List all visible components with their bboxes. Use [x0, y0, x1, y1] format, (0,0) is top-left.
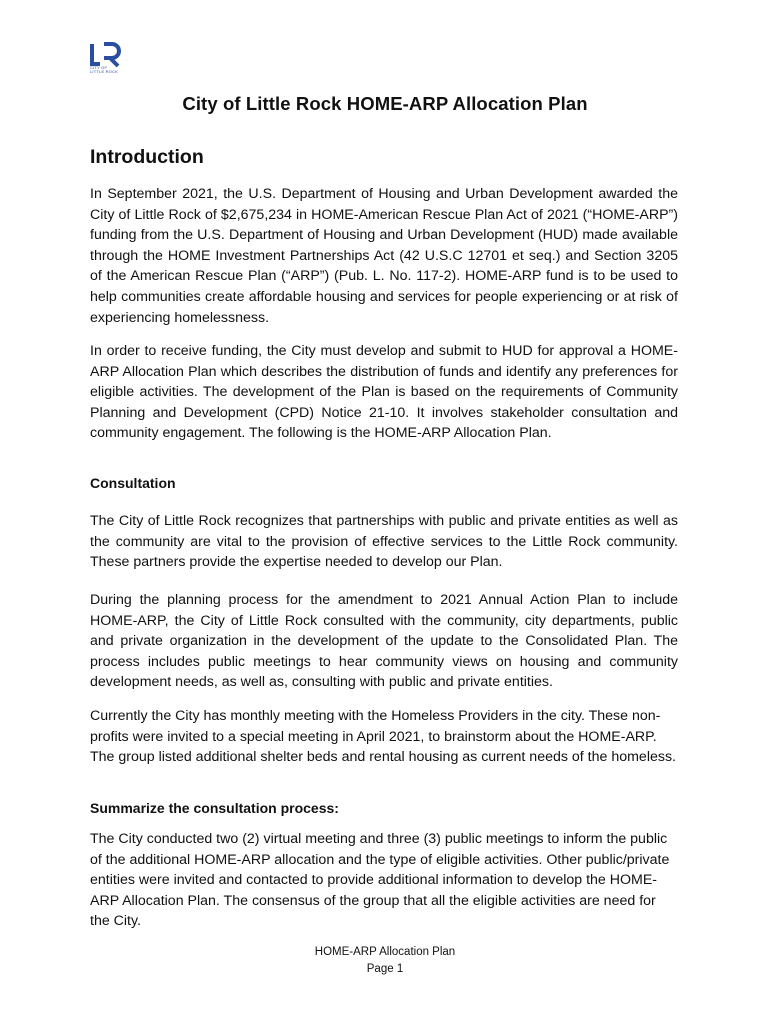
consultation-paragraph-3: Currently the City has monthly meeting with the Homeless Providers in the city. These non-profits were invited to a special meeting in April 2021, to brainstorm about the HOME-ARP. The group listed additional shelter beds and rental housing as current needs of the homeless.: [90, 708, 676, 766]
logo-caption: CITY OF LITTLE ROCK: [90, 65, 118, 74]
consultation-paragraph-1: The City of Little Rock recognizes that partnerships with public and private entities as well as the community are vital to the provision of effective services to the Little Rock community. These partners provide the expertise needed to develop our Plan.: [90, 513, 678, 571]
document-title: City of Little Rock HOME-ARP Allocation Plan: [182, 93, 588, 114]
consultation-heading: Consultation: [90, 475, 176, 491]
page-footer: [0, 944, 770, 978]
introduction-heading: Introduction: [90, 146, 204, 168]
introduction-paragraph-2: In order to receive funding, the City must develop and submit to HUD for approval a HOME-ARP Allocation Plan which describes the distribution of funds and identify any preferences for eligible activities. The development of the Plan is based on the requirements of Community Planning and Development (CPD) Notice 21-10. It involves stakeholder consultation and community engagement. The following is the HOME-ARP Allocation Plan.: [90, 343, 678, 442]
summary-paragraph-1: The City conducted two (2) virtual meeting and three (3) public meetings to inform the public of the additional HOME-ARP allocation and the type of eligible activities. Other public/private entities were invited and contacted to provide additional information to develop the HOME-ARP Allocation Plan. The consensus of the group that all the eligible activities are need for the City.: [90, 831, 670, 930]
city-logo: [86, 40, 126, 80]
consultation-paragraph-2: During the planning process for the amendment to 2021 Annual Action Plan to include HOME-ARP, the City of Little Rock consulted with the community, city departments, public and private organization in the development of the update to the Consolidated Plan. The process includes public meetings to hear community views on housing and community development needs, as well as, consulting with public and private entities.: [90, 592, 678, 691]
footer-page-number: Page 1: [366, 963, 404, 975]
introduction-paragraph-1: In September 2021, the U.S. Department of Housing and Urban Development awarded the City of Little Rock of $2,675,234 in HOME-American Rescue Plan Act of 2021 (“HOME-ARP”) funding from the U.S. Department of Housing and Urban Development (HUD) made available through the HOME Investment Partnerships Act (42 U.S.C 12701 et seq.) and Section 3205 of the American Rescue Plan (“ARP”) (Pub. L. No. 117-2). HOME-ARP fund is to be used to help communities create affordable housing and services for people experiencing or at risk of experiencing homelessness.: [90, 186, 678, 326]
footer-document-name: HOME-ARP Allocation Plan: [314, 946, 456, 958]
summary-heading: Summarize the consultation process:: [90, 800, 339, 816]
